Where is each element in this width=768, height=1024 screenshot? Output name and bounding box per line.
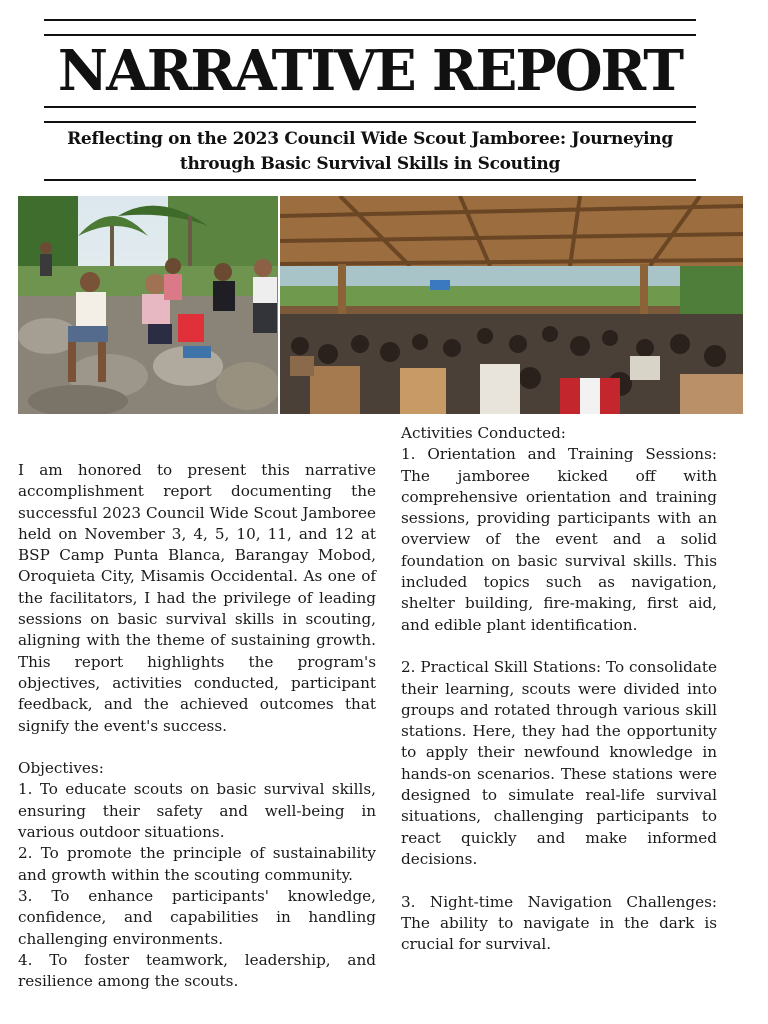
header-rule-bottom: [44, 179, 696, 181]
right-column: [401, 423, 717, 955]
header-rule-mid-2: [44, 121, 696, 123]
header-rule-top-2: [44, 34, 696, 36]
activities-heading: Activities Conducted:: [401, 424, 566, 442]
objective-item-4: 4. To foster teamwork, leadership, and resilience among the scouts.: [18, 950, 376, 991]
objective-item-1: 1. To educate scouts on basic survival skills, ensuring their safety and well-being in various outdoor situations.: [18, 780, 376, 842]
left-column: [18, 460, 376, 992]
report-title: NARRATIVE REPORT: [57, 38, 683, 104]
activity-item-3: 3. Night-time Navigation Challenges: The ability to navigate in the dark is crucial for survival.: [401, 892, 717, 954]
pavilion-assembly-photo: [280, 196, 743, 414]
report-subtitle: Reflecting on the 2023 Council Wide Scout Jamboree: Journeying through Basic Survival Skills in Scouting: [67, 129, 673, 174]
activity-item-1: 1. Orientation and Training Sessions: The jamboree kicked off with comprehensive orientation and training sessions, providing participants with an overview of the event and a solid foundation on basic survival skills. This included topics such as navigation, shelter building, fire-making, first aid, and edible plant identification.: [401, 445, 717, 634]
objective-item-3: 3. To enhance participants' knowledge, confidence, and capabilities in handling challenging environments.: [18, 886, 376, 948]
intro-paragraph: I am honored to present this narrative accomplishment report documenting the successful 2023 Council Wide Scout Jamboree held on November 3, 4, 5, 10, 11, and 12 at BSP Camp Punta Blanca, Barangay Mobod, Oroquieta City, Misamis Occidental. As one of the facilitators, I had the privilege of leading sessions on basic survival skills in scouting, aligning with the theme of sustaining growth. This report highlights the program's objectives, activities conducted, participant feedback, and the achieved outcomes that signify the event's success.: [18, 461, 376, 735]
group-photo-outdoor: [18, 196, 278, 414]
objective-item-2: 2. To promote the principle of sustainability and growth within the scouting community.: [18, 844, 376, 884]
header-rule-mid-1: [44, 106, 696, 108]
activity-item-2: 2. Practical Skill Stations: To consolidate their learning, scouts were divided into groups and rotated through various skill stations. Here, they had the opportunity to apply their newfound knowledge in hands-on scenarios. These stations were designed to simulate real-life survival situations, challenging participants to react quickly and make informed decisions.: [401, 658, 717, 868]
objectives-heading: Objectives:: [18, 759, 104, 778]
header-rule-top-1: [44, 19, 696, 21]
